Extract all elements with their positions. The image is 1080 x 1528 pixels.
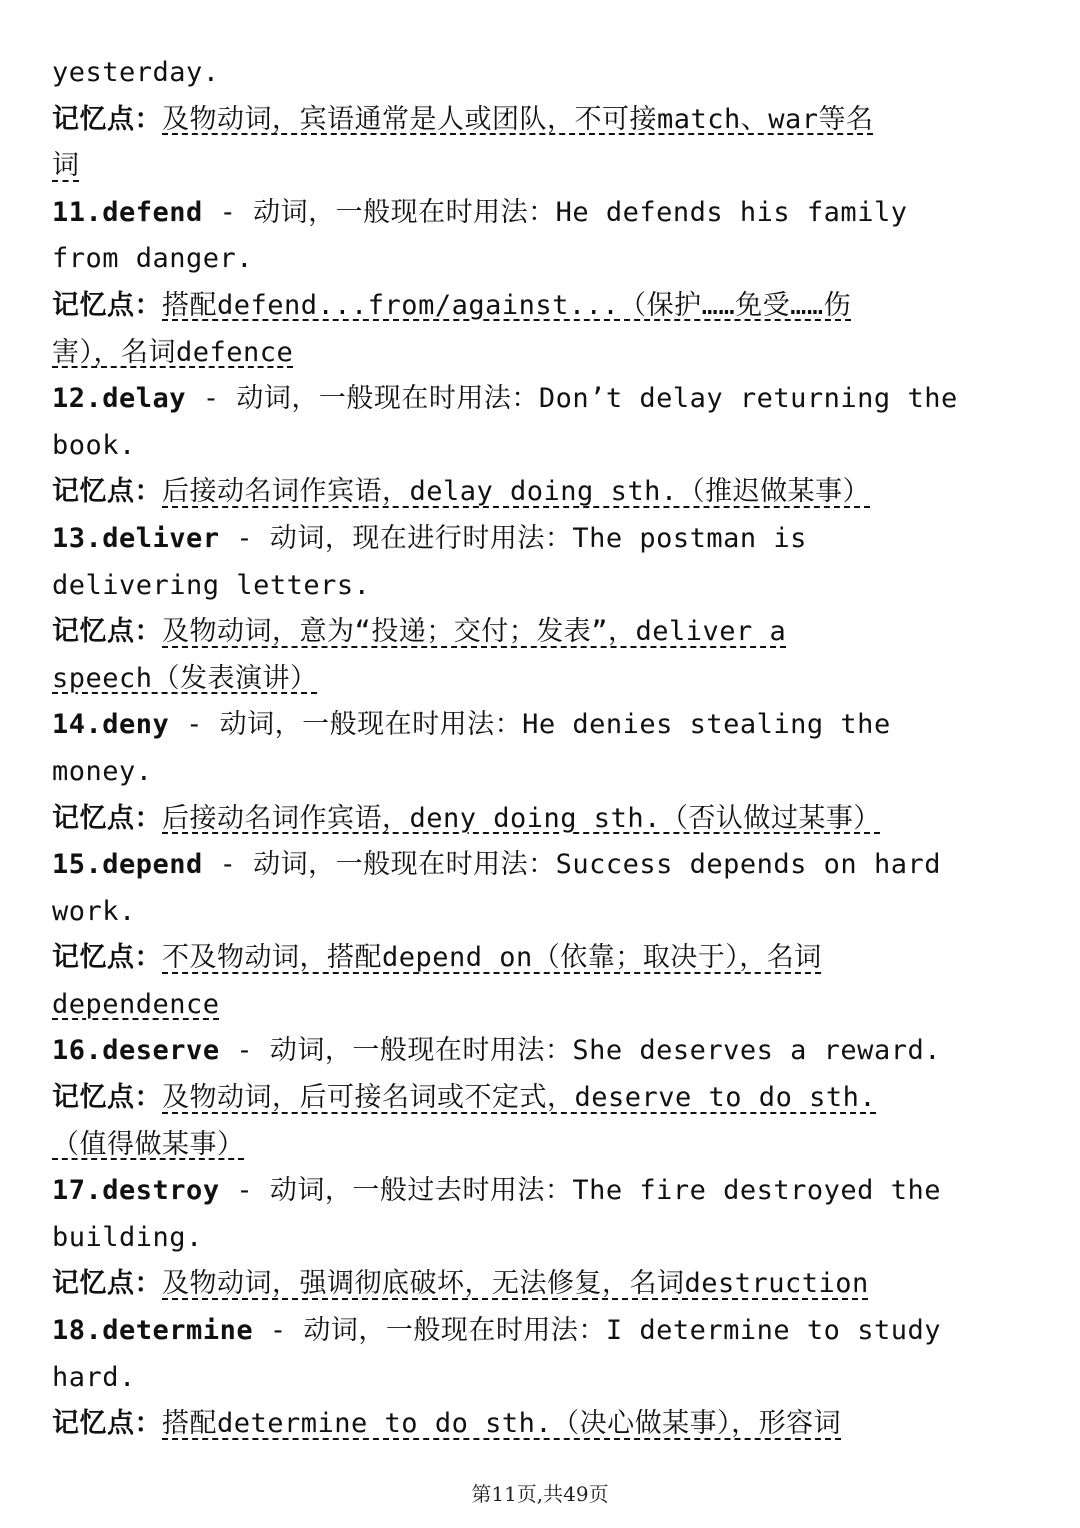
vocab-entry bbox=[52, 516, 1042, 702]
entry-word: depend bbox=[102, 849, 203, 881]
entry-heading bbox=[52, 190, 1042, 237]
entry-example-continuation: book. bbox=[52, 429, 136, 461]
vocab-entry bbox=[52, 842, 1042, 1028]
memory-point-label: 记忆点： bbox=[52, 289, 162, 321]
entry-word: defend bbox=[102, 196, 203, 228]
entry-number: 13. bbox=[52, 522, 103, 554]
memory-point-label: 记忆点： bbox=[52, 616, 162, 648]
memory-point-text: 及物动词，意为“投递；交付；发表”，deliver a bbox=[162, 616, 787, 648]
vocab-entry bbox=[52, 1308, 1042, 1448]
memory-point bbox=[52, 469, 1042, 516]
vocabulary-list bbox=[52, 50, 1042, 1448]
memory-point-label: 记忆点： bbox=[52, 1082, 162, 1114]
entry-word: deliver bbox=[102, 522, 220, 554]
entry-number: 14. bbox=[52, 709, 103, 741]
memory-point-continuation bbox=[52, 982, 1042, 1029]
memory-point-label: 记忆点： bbox=[52, 942, 162, 974]
entry-number: 16. bbox=[52, 1035, 103, 1067]
vocab-entry bbox=[52, 1168, 1042, 1308]
entry-usage: - 动词，一般过去时用法：The fire destroyed the bbox=[219, 1175, 941, 1207]
entry-usage: - 动词，一般现在时用法：Success depends on hard bbox=[202, 849, 941, 881]
memory-point-text: 及物动词，后可接名词或不定式，deserve to do sth. bbox=[162, 1082, 877, 1114]
memory-point bbox=[52, 283, 1042, 330]
memory-point bbox=[52, 1401, 1042, 1448]
memory-point-continuation bbox=[52, 330, 1042, 377]
memory-point-label: 记忆点： bbox=[52, 802, 162, 834]
memory-point-label: 记忆点： bbox=[52, 1268, 162, 1300]
entry-usage: - 动词，一般现在时用法：Don’t delay returning the bbox=[186, 383, 958, 415]
entry-number: 11. bbox=[52, 196, 103, 228]
entry-usage: - 动词，现在进行时用法：The postman is bbox=[219, 522, 807, 554]
entry-word: deny bbox=[102, 709, 170, 741]
entry-heading bbox=[52, 1308, 1042, 1355]
entry-word: determine bbox=[102, 1315, 254, 1347]
vocab-entry bbox=[52, 702, 1042, 842]
memory-point-text: 搭配defend...from/against...（保护……免受……伤 bbox=[162, 289, 852, 321]
entry-example-continuation: work. bbox=[52, 895, 136, 927]
memory-point-text: 后接动名词作宾语，deny doing sth.（否认做过某事） bbox=[162, 802, 881, 834]
memory-point-text: 后接动名词作宾语，delay doing sth.（推迟做某事） bbox=[162, 476, 871, 508]
memory-point bbox=[52, 1261, 1042, 1308]
entry-number: 17. bbox=[52, 1175, 103, 1207]
memory-point-continuation bbox=[52, 143, 1042, 190]
memory-point-text: 搭配determine to do sth.（决心做某事），形容词 bbox=[162, 1408, 842, 1440]
memory-point-text: 不及物动词，搭配depend on（依靠；取决于），名词 bbox=[162, 942, 822, 974]
entry-heading bbox=[52, 842, 1042, 889]
entry-number: 15. bbox=[52, 849, 103, 881]
memory-point-text: （值得做某事） bbox=[52, 1128, 245, 1160]
entry-usage: - 动词，一般现在时用法：He defends his family bbox=[202, 196, 908, 228]
entry-example-continuation: building. bbox=[52, 1221, 203, 1253]
entry-word: destroy bbox=[102, 1175, 220, 1207]
vocab-entry bbox=[52, 97, 1042, 190]
entry-heading bbox=[52, 1168, 1042, 1215]
entry-usage: - 动词，一般现在时用法：He denies stealing the bbox=[169, 709, 891, 741]
vocab-entry bbox=[52, 190, 1042, 376]
entry-example-continuation: delivering letters. bbox=[52, 569, 371, 601]
memory-point bbox=[52, 935, 1042, 982]
entry-heading bbox=[52, 516, 1042, 563]
memory-point bbox=[52, 1075, 1042, 1122]
entry-heading bbox=[52, 376, 1042, 423]
memory-point-text: 害），名词defence bbox=[52, 336, 294, 368]
memory-point-text: speech（发表演讲） bbox=[52, 662, 318, 694]
memory-point-text: dependence bbox=[52, 988, 220, 1020]
vocab-entry bbox=[52, 1028, 1042, 1168]
entry-example-continuation: money. bbox=[52, 755, 153, 787]
memory-point bbox=[52, 796, 1042, 843]
page-footer: 第11页,共49页 bbox=[471, 1482, 609, 1506]
memory-point-label: 记忆点： bbox=[52, 1408, 162, 1440]
memory-point-label: 记忆点： bbox=[52, 476, 162, 508]
memory-point-text: 词 bbox=[52, 150, 80, 182]
entry-word: delay bbox=[102, 383, 187, 415]
memory-point-text: 及物动词，宾语通常是人或团队，不可接match、war等名 bbox=[162, 103, 874, 135]
memory-point-continuation bbox=[52, 1122, 1042, 1169]
memory-point-label: 记忆点： bbox=[52, 103, 162, 135]
memory-point-text: 及物动词，强调彻底破坏，无法修复，名词destruction bbox=[162, 1268, 869, 1300]
entry-number: 18. bbox=[52, 1315, 103, 1347]
entry-usage: - 动词，一般现在时用法：She deserves a reward. bbox=[219, 1035, 941, 1067]
entry-usage: - 动词，一般现在时用法：I determine to study bbox=[253, 1315, 941, 1347]
entry-heading bbox=[52, 702, 1042, 749]
entry-example-continuation: yesterday. bbox=[52, 57, 220, 88]
memory-point bbox=[52, 609, 1042, 656]
vocab-entry bbox=[52, 376, 1042, 516]
memory-point-continuation bbox=[52, 656, 1042, 703]
entry-number: 12. bbox=[52, 383, 103, 415]
entry-example-continuation: hard. bbox=[52, 1361, 136, 1393]
entry-heading bbox=[52, 1028, 1042, 1075]
vocab-entry bbox=[52, 50, 1042, 97]
memory-point bbox=[52, 97, 1042, 144]
entry-example-continuation: from danger. bbox=[52, 243, 254, 275]
entry-word: deserve bbox=[102, 1035, 220, 1067]
